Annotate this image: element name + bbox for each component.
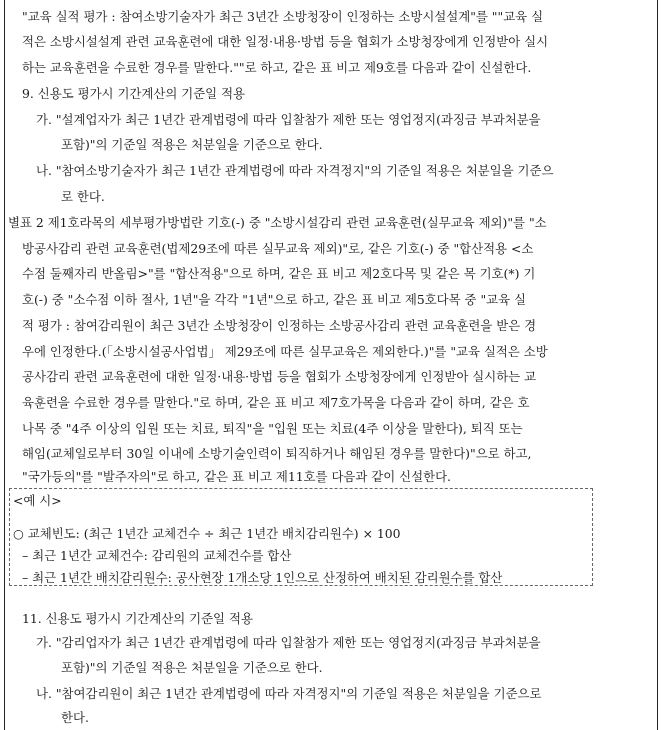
item9-a-line-2: 포함)"의 기준일 적용은 처분일을 기준으로 한다.: [61, 137, 323, 152]
item11-title: 11. 신용도 평가시 기간계산의 기준일 적용: [22, 611, 253, 626]
item11-a-line-1: 가. "감리업자가 최근 1년간 관계법령에 따라 입찰참가 제한 또는 영업정지(과징금 부과처분을: [36, 635, 541, 650]
example-line-1: – 최근 1년간 교체건수: 감리원의 교체건수를 합산: [22, 548, 292, 563]
item9-b-line-2: 로 한다.: [61, 189, 105, 204]
item11-b-line-1: 나. "참여감리원이 최근 1년간 관계법령에 따라 자격정지"의 기준일 적용은 처분일을 기준으로: [36, 686, 542, 701]
example-line-2: – 최근 1년간 배치감리원수: 공사현장 1개소당 1인으로 산정하여 배치된 감리원수를 합산: [22, 570, 503, 585]
annex2-line-5: 적 평가 : 참여감리원이 최근 3년간 소방청장이 인정하는 소방공사감리 관련 교육훈련을 받은 경: [22, 318, 537, 333]
annex2-line-7: 공사감리 관련 교육훈련에 대한 일정·내용·방법 등을 협회가 소방청장에게 인정받아 실시하는 교: [22, 369, 537, 384]
item9-a-line-1: 가. "설계업자가 최근 1년간 관계법령에 따라 입찰참가 제한 또는 영업정지(과징금 부과처분을: [36, 112, 541, 127]
example-label: <예 시>: [13, 493, 62, 508]
item9-b-line-1: 나. "참여소방기술자가 최근 1년간 관계법령에 따라 자격정지"의 기준일 적용은 처분일을 기준으: [36, 163, 554, 178]
annex2-line-1: 별표 2 제1호라목의 세부평가방법란 기호(-) 중 "소방시설감리 관련 교육훈련(실무교육 제외)"를 "소: [8, 215, 547, 230]
item9-title: 9. 신용도 평가시 기간계산의 기준일 적용: [22, 86, 246, 101]
annex2-line-10: 해임(교체일로부터 30일 이내에 소방기술인력이 퇴직하거나 해임된 경우를 말한다)"으로 하고,: [22, 446, 532, 461]
annex2-line-8: 육훈련을 수료한 경우를 말한다."로 하며, 같은 표 비고 제7호가목을 다음과 같이 하며, 같은 호: [22, 395, 530, 410]
annex2-line-4: 호(-) 중 "소수점 이하 절사, 1년"을 각각 "1년"으로 하고, 같은 표 비고 제5호다목 중 "교육 실: [22, 292, 527, 307]
item11-a-line-2: 포함)"의 기준일 적용은 처분일을 기준으로 한다.: [61, 660, 323, 675]
intro-line-2: 적은 소방시설설계 관련 교육훈련에 대한 일정·내용·방법 등을 협회가 소방청장에게 인정받아 실시: [22, 34, 549, 49]
annex2-line-9: 나목 중 "4주 이상의 입원 또는 치료, 퇴직"을 "입원 또는 치료(4주 이상을 말한다), 퇴직 또는: [22, 421, 523, 436]
intro-line-1: "교육 실적 평가 : 참여소방기술자가 최근 3년간 소방청장이 인정하는 소방시설설계"를 ""교육 실: [22, 9, 544, 24]
annex2-line-6: 우에 인정한다.(「소방시설공사업법」 제29조에 따른 실무교육은 제외한다.)"를 "교육 실적은 소방: [22, 344, 548, 359]
annex2-line-11: "국가등의"를 "발주자의"로 하고, 같은 표 비고 제11호를 다음과 같이 신설한다.: [22, 469, 451, 484]
annex2-line-2: 방공사감리 관련 교육훈련(법제29조에 따른 실무교육 제외)"로, 같은 기호(-) 중 "합산적용 <소: [22, 241, 534, 256]
example-formula: ○ 교체빈도: (최근 1년간 교체건수 ÷ 최근 1년간 배치감리원수) × 100: [13, 526, 401, 541]
item11-b-line-2: 한다.: [61, 710, 89, 725]
annex2-line-3: 수점 둘째자리 반올림>"를 "합산적용"으로 하며, 같은 표 비고 제2호다목 및 같은 목 기호(*) 기: [22, 266, 536, 281]
intro-line-3: 하는 교육훈련을 수료한 경우를 말한다.""로 하고, 같은 표 비고 제9호를 다음과 같이 신설한다.: [22, 60, 532, 75]
